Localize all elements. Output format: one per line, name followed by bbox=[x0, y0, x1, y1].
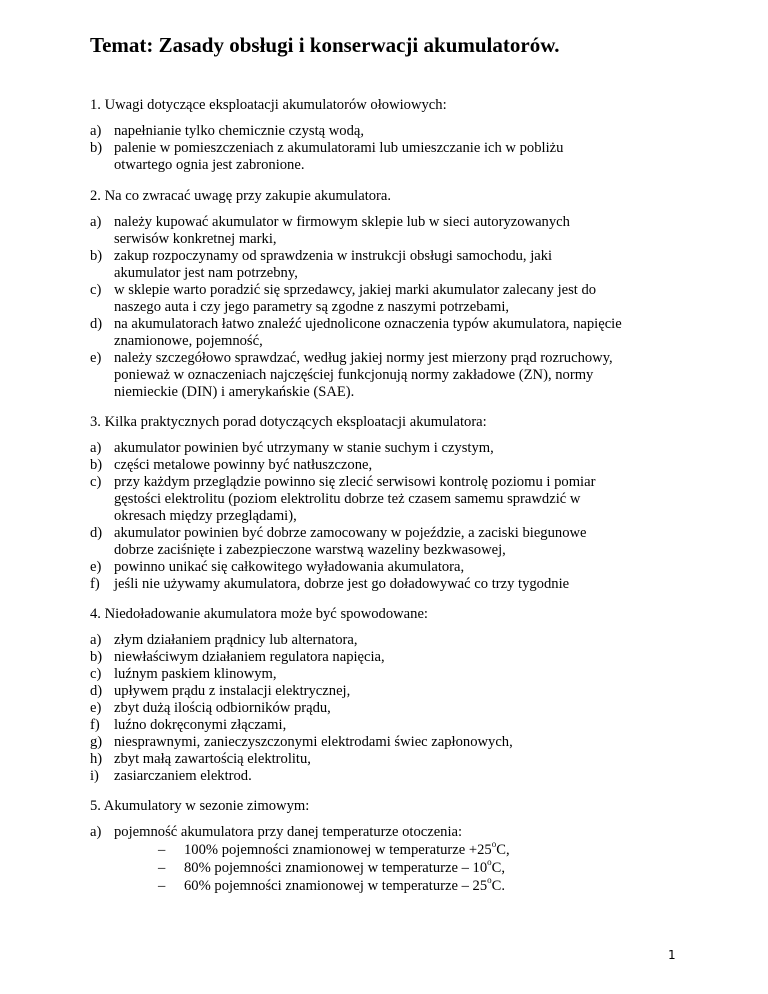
list-marker: f) bbox=[90, 576, 100, 592]
list-marker: a) bbox=[90, 123, 102, 139]
list-item: należy szczegółowo sprawdzać, według jakiej normy jest mierzony prąd rozruchowy, bbox=[114, 350, 613, 366]
list-marker: c) bbox=[90, 282, 102, 298]
list-marker: a) bbox=[90, 214, 102, 230]
list-item: akumulator powinien być dobrze zamocowany w pojeździe, a zaciski biegunowe bbox=[114, 525, 587, 541]
list-item-cont: naszego auta i czy jego parametry są zgodne z naszymi potrzebami, bbox=[114, 299, 510, 315]
list-item: jeśli nie używamy akumulatora, dobrze jest go doładowywać co trzy tygodnie bbox=[114, 576, 570, 592]
unit-text: C. bbox=[491, 878, 506, 894]
degree-symbol: o bbox=[487, 857, 492, 868]
list-item: należy kupować akumulator w firmowym sklepie lub w sieci autoryzowanych bbox=[114, 214, 570, 230]
dash-marker: – bbox=[158, 842, 166, 858]
list-item: luźnym paskiem klinowym, bbox=[114, 666, 277, 682]
page-number: 1 bbox=[668, 948, 676, 962]
list-item: złym działaniem prądnicy lub alternatora, bbox=[114, 632, 358, 648]
list-item: niewłaściwym działaniem regulatora napięcia, bbox=[114, 649, 385, 665]
list-item-cont: ponieważ w oznaczeniach najczęściej funkcjonują normy zakładowe (ZN), normy bbox=[114, 367, 594, 383]
dash-item-text: 100% pojemności znamionowej w temperaturze +25 bbox=[184, 842, 492, 858]
list-item: zbyt małą zawartością elektrolitu, bbox=[114, 751, 311, 767]
dash-marker: – bbox=[158, 860, 166, 876]
dash-item bbox=[184, 857, 506, 877]
list-marker: a) bbox=[90, 824, 102, 840]
list-item: zbyt dużą ilością odbiorników prądu, bbox=[114, 700, 331, 716]
list-marker: d) bbox=[90, 683, 103, 699]
list-item: palenie w pomieszczeniach z akumulatorami lub umieszczanie ich w pobliżu bbox=[114, 140, 564, 156]
list-item: akumulator powinien być utrzymany w stanie suchym i czystym, bbox=[114, 440, 494, 456]
list-marker: e) bbox=[90, 559, 102, 575]
degree-symbol: o bbox=[491, 839, 497, 850]
list-item: upływem prądu z instalacji elektrycznej, bbox=[114, 683, 351, 699]
section-3-heading: 3. Kilka praktycznych porad dotyczących eksploatacji akumulatora: bbox=[90, 414, 487, 430]
section-5-heading: 5. Akumulatory w sezonie zimowym: bbox=[90, 798, 310, 814]
dash-item bbox=[184, 875, 506, 895]
list-marker: f) bbox=[90, 717, 100, 733]
list-marker: i) bbox=[90, 768, 99, 784]
list-marker: e) bbox=[90, 700, 102, 716]
list-item: zakup rozpoczynamy od sprawdzenia w instrukcji obsługi samochodu, jaki bbox=[114, 248, 553, 264]
list-marker: g) bbox=[90, 734, 103, 750]
list-item: napełnianie tylko chemicznie czystą wodą, bbox=[114, 123, 365, 139]
section-2-heading: 2. Na co zwracać uwagę przy zakupie akumulatora. bbox=[90, 188, 392, 204]
list-marker: a) bbox=[90, 440, 102, 456]
list-item-cont: okresach między przeglądami), bbox=[114, 508, 297, 524]
list-marker: h) bbox=[90, 751, 103, 767]
list-item: powinno unikać się całkowitego wyładowania akumulatora, bbox=[114, 559, 465, 575]
list-item: luźno dokręconymi złączami, bbox=[114, 717, 287, 733]
list-item: pojemność akumulatora przy danej temperaturze otoczenia: bbox=[114, 824, 463, 840]
list-marker: e) bbox=[90, 350, 102, 366]
list-item: na akumulatorach łatwo znaleźć ujednolicone oznaczenia typów akumulatora, napięcie bbox=[114, 316, 622, 332]
list-item-cont: dobrze zaciśnięte i zabezpieczone warstwą wazeliny bezkwasowej, bbox=[114, 542, 506, 558]
list-marker: b) bbox=[90, 457, 103, 473]
list-marker: b) bbox=[90, 248, 103, 264]
list-item-cont: niemieckie (DIN) i amerykańskie (SAE). bbox=[114, 384, 355, 400]
page-title: Temat: Zasady obsługi i konserwacji akumulatorów. bbox=[90, 33, 560, 57]
dash-item-text: 60% pojemności znamionowej w temperaturze – 25 bbox=[184, 878, 488, 894]
list-marker: b) bbox=[90, 649, 103, 665]
list-item: zasiarczaniem elektrod. bbox=[114, 768, 252, 784]
list-marker: c) bbox=[90, 666, 102, 682]
list-item-cont: akumulator jest nam potrzebny, bbox=[114, 265, 298, 281]
list-item-cont: otwartego ognia jest zabronione. bbox=[114, 157, 305, 173]
list-marker: a) bbox=[90, 632, 102, 648]
dash-item-text: 80% pojemności znamionowej w temperaturze – 10 bbox=[184, 860, 488, 876]
list-item: części metalowe powinny być natłuszczone, bbox=[114, 457, 373, 473]
list-item-cont: znamionowe, pojemność, bbox=[114, 333, 263, 349]
list-item: niesprawnymi, zanieczyszczonymi elektrodami świec zapłonowych, bbox=[114, 734, 513, 750]
dash-item bbox=[184, 839, 510, 859]
degree-symbol: o bbox=[487, 875, 492, 886]
unit-text: C, bbox=[496, 842, 510, 858]
list-marker: c) bbox=[90, 474, 102, 490]
list-item-cont: gęstości elektrolitu (poziom elektrolitu dobrze też czasem samemu sprawdzić w bbox=[114, 491, 581, 507]
section-1-heading: 1. Uwagi dotyczące eksploatacji akumulatorów ołowiowych: bbox=[90, 97, 447, 113]
list-marker: d) bbox=[90, 525, 103, 541]
list-item: przy każdym przeglądzie powinno się zlecić serwisowi kontrolę poziomu i pomiar bbox=[114, 474, 596, 490]
list-item-cont: serwisów konkretnej marki, bbox=[114, 231, 277, 247]
list-marker: d) bbox=[90, 316, 103, 332]
unit-text: C, bbox=[491, 860, 506, 876]
section-4-heading: 4. Niedoładowanie akumulatora może być spowodowane: bbox=[90, 606, 428, 622]
list-marker: b) bbox=[90, 140, 103, 156]
dash-marker: – bbox=[158, 878, 166, 894]
list-item: w sklepie warto poradzić się sprzedawcy, jakiej marki akumulator zalecany jest do bbox=[114, 282, 597, 298]
